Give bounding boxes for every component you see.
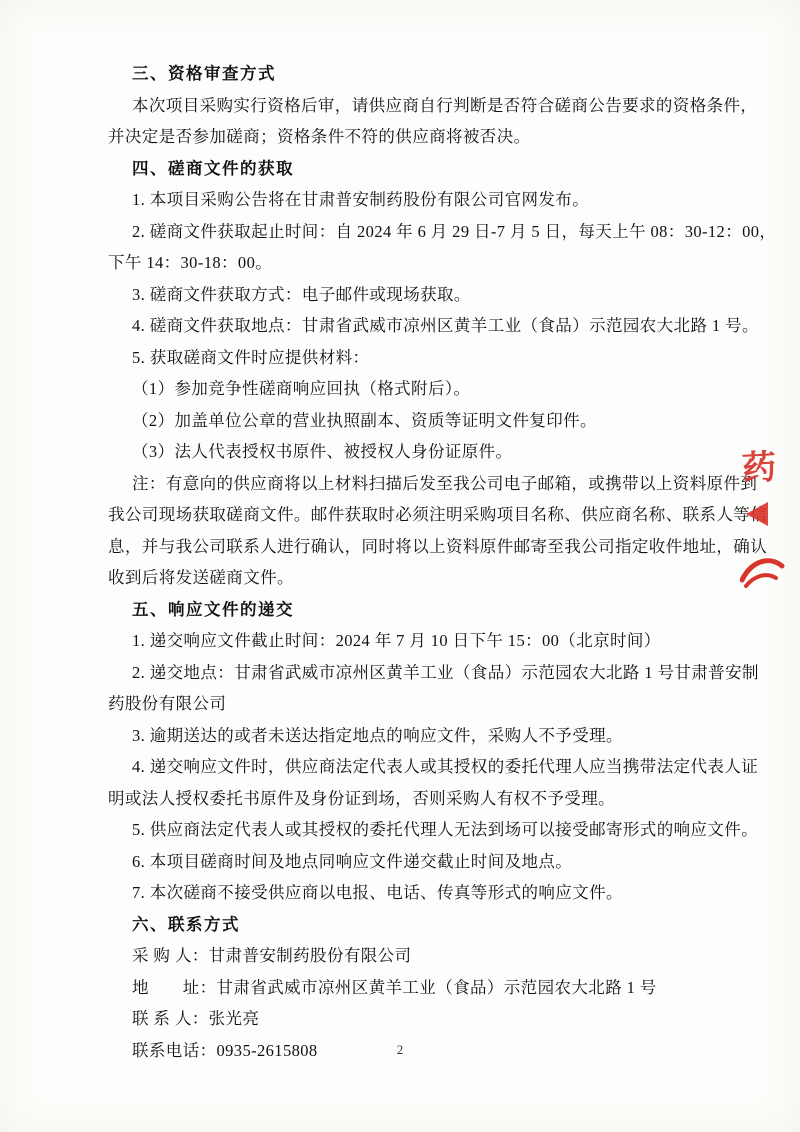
section-4-line-4: 3. 磋商文件获取方式：电子邮件或现场获取。	[132, 284, 471, 304]
contact-value-phone: 0935-2615808	[216, 1040, 318, 1060]
section-5-line-5: 4. 递交响应文件时，供应商法定代表人或其授权的委托代理人应当携带法定代表人证	[132, 757, 759, 776]
section-4-line-8: （2）加盖单位公章的营业执照副本、资质等证明文件复印件。	[132, 410, 597, 430]
contact-label-person: 联 系 人：	[132, 1009, 209, 1028]
section-4-note-line-2: 我公司现场获取磋商文件。邮件获取时必须注明采购项目名称、供应商名称、联系人等信	[108, 505, 768, 524]
contact-value-purchaser: 甘肃普安制药股份有限公司	[208, 946, 412, 965]
contact-value-person: 张光亮	[208, 1009, 260, 1028]
section-5-line-9: 7. 本次磋商不接受供应商以电报、电话、传真等形式的响应文件。	[132, 883, 623, 902]
section-5-line-4: 3. 逾期送达的或者未送达指定地点的响应文件，采购人不予受理。	[132, 725, 623, 745]
section-5-line-7: 5. 供应商法定代表人或其授权的委托代理人无法到场可以接受邮寄形式的响应文件。	[132, 820, 759, 839]
contact-label-address: 地 址：	[132, 977, 217, 997]
page-number: 2	[396, 1042, 404, 1057]
section-4-line-9: （3）法人代表授权书原件、被授权人身份证原件。	[132, 442, 513, 461]
contact-label-purchaser: 采 购 人：	[132, 946, 209, 965]
section-4-note-line-4: 收到后将发送磋商文件。	[108, 568, 294, 587]
section-heading-5: 五、响应文件的递交	[132, 599, 294, 619]
contact-row-address	[108, 972, 748, 1004]
contact-value-address: 甘肃省武威市凉州区黄羊工业（食品）示范园农大北路 1 号	[216, 977, 657, 997]
section-3-line-2: 并决定是否参加磋商；资格条件不符的供应商将被否决。	[108, 127, 531, 146]
section-4-note-line-3: 息，并与我公司联系人进行确认，同时将以上资料原件邮寄至我公司指定收件地址，确认	[108, 536, 768, 556]
section-4-line-6: 5. 获取磋商文件时应提供材料：	[132, 347, 370, 367]
section-5-line-1: 1. 递交响应文件截止时间：2024 年 7 月 10 日下午 15：00（北京时间）	[132, 631, 661, 650]
section-4-line-3: 下午 14：30-18：00。	[108, 253, 273, 272]
contact-row-person	[108, 1003, 748, 1035]
section-5-line-3: 药股份有限公司	[108, 694, 227, 713]
section-4-line-5: 4. 磋商文件获取地点：甘肃省武威市凉州区黄羊工业（食品）示范园农大北路 1 号。	[132, 316, 759, 335]
section-5-line-2: 2. 递交地点：甘肃省武威市凉州区黄羊工业（食品）示范园农大北路 1 号甘肃普安制	[132, 662, 759, 682]
section-4-line-7: （1）参加竞争性磋商响应回执（格式附后）。	[132, 379, 471, 398]
section-heading-3: 三、资格审查方式	[132, 64, 276, 83]
section-5-line-8: 6. 本项目磋商时间及地点同响应文件递交截止时间及地点。	[132, 851, 573, 871]
section-4-line-2: 2. 磋商文件获取起止时间：自 2024 年 6 月 29 日-7 月 5 日，每天上午 08：30-12：00，	[132, 221, 777, 241]
seal-character: 药	[741, 449, 778, 488]
section-heading-4: 四、磋商文件的获取	[132, 158, 294, 178]
document-body	[108, 58, 777, 1066]
section-5-line-6: 明或法人授权委托书原件及身份证到场，否则采购人有权不予受理。	[108, 788, 615, 808]
section-3-line-1: 本次项目采购实行资格后审，请供应商自行判断是否符合磋商公告要求的资格条件，	[132, 95, 758, 115]
contact-row-purchaser	[108, 940, 748, 972]
section-heading-6: 六、联系方式	[132, 914, 240, 934]
section-4-line-1: 1. 本项目采购公告将在甘肃普安制药股份有限公司官网发布。	[132, 190, 590, 209]
contact-label-phone: 联系电话：	[132, 1040, 217, 1060]
section-4-note-line-1: 注：有意向的供应商将以上材料扫描后发至我公司电子邮箱，或携带以上资料原件到	[132, 473, 758, 493]
